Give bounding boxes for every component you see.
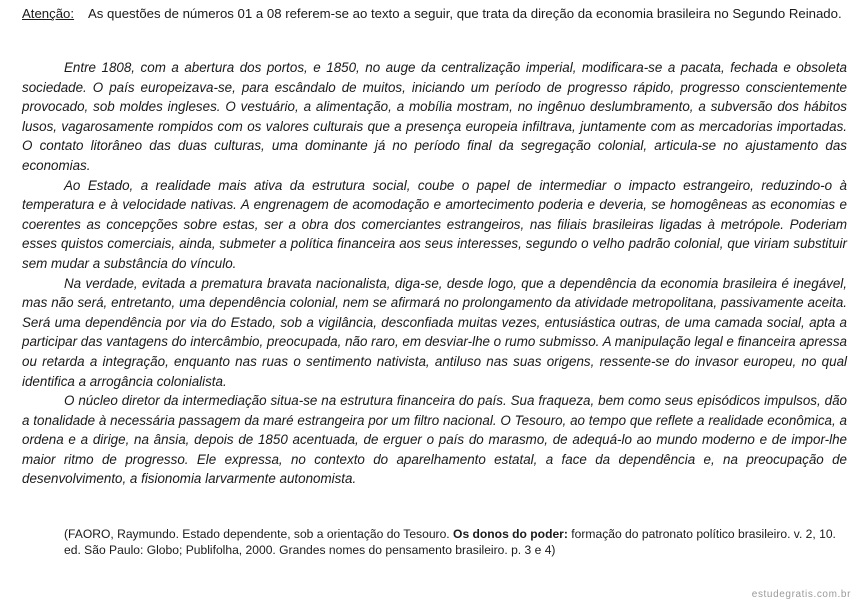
citation-author-chapter: (FAORO, Raymundo. Estado dependente, sob a orientação do Tesouro. — [64, 527, 454, 541]
passage-paragraph: Entre 1808, com a abertura dos portos, e 1850, no auge da centralização imperial, modificara-se a pacata, fechada e obsoleta sociedade. O país europeizava-se, para escândalo de muitos, iniciando um período de progresso rápido, progresso conscientemente provocado, sob moldes ingleses. O vestuário, a alimentação, a mobília mostram, no ingênuo deslumbramento, a subversão dos hábitos lusos, vagarosamente rompidos com os valores culturais que a presença europeia infiltrava, juntamente com as mercadorias importadas. O contato litorâneo das duas culturas, uma dominante já no período final da segregação colonial, articula-se no ajustamento das economias. — [22, 60, 847, 173]
citation-book-title: Os donos do poder: — [453, 527, 568, 541]
passage-paragraph: O núcleo diretor da intermediação situa-se na estrutura financeira do país. Sua fraqueza, bem como seus episódicos impulsos, dão a tonalidade à necessária passagem da maré estrangeira por um filtro nacional. O Tesouro, ao tempo que reflete a realidade econômica, a ordena e a dirige, na ânsia, depois de 1850 acentuada, de erguer o país do marasmo, de adequá-lo ao mundo moderno e de impor-lhe maior ritmo de progresso. Ele expressa, no contexto do aparelhamento estatal, a face da dependência e, na preocupação de desenvolvimento, a fisionomia larvarmente autonomista. — [22, 393, 847, 487]
citation-details: formação do patronato político brasileiro. v. 2, 10. ed. São Paulo: Globo; Publifolha, 2000. Grandes nomes do pensamento brasileiro. p. 3 e 4) — [64, 527, 836, 557]
site-watermark: estudegratis.com.br — [751, 589, 851, 600]
text-passage — [22, 58, 847, 489]
attention-text: As questões de números 01 a 08 referem-se ao texto a seguir, que trata da direção da economia brasileira no Segundo Reinado. — [88, 6, 842, 21]
passage-paragraph: Ao Estado, a realidade mais ativa da estrutura social, coube o papel de intermediar o impacto estrangeiro, reduzindo-o à temperatura e à velocidade nativas. A engrenagem de acomodação e amortecimento poderia e deveria, se homogêneas as economias e coerentes as concepções sobre estas, ser a obra dos comerciantes estrangeiros, nas filiais brasileiras ligadas à metrópole. Poderiam esses quistos comerciais, ainda, submeter a política financeira aos seus interesses, segundo o velho padrão colonial, que viriam substituir sem mudar a substância do vínculo. — [22, 177, 847, 271]
source-citation — [64, 526, 846, 558]
attention-label: Atenção: — [22, 6, 75, 21]
passage-paragraph: Na verdade, evitada a prematura bravata nacionalista, diga-se, desde logo, que a dependência da economia brasileira é inegável, mas não será, entretanto, uma dependência colonial, nem se afirmará no prolongamento da atividade metropolitana, passivamente aceita. Será uma dependência por via do Estado, sob a vigilância, desconfiada muitas vezes, entusiástica outras, de uma camada social, apta a participar das vantagens do intercâmbio, preocupada, não raro, em desviar-lhe o rumo submisso. A manipulação legal e financeira apressa ou retarda a integração, enquanto nas ruas o sentimento nativista, antiluso nas suas origens, ressente-se do invasor europeu, no qual identifica a arrogância colonialista. — [22, 275, 847, 389]
